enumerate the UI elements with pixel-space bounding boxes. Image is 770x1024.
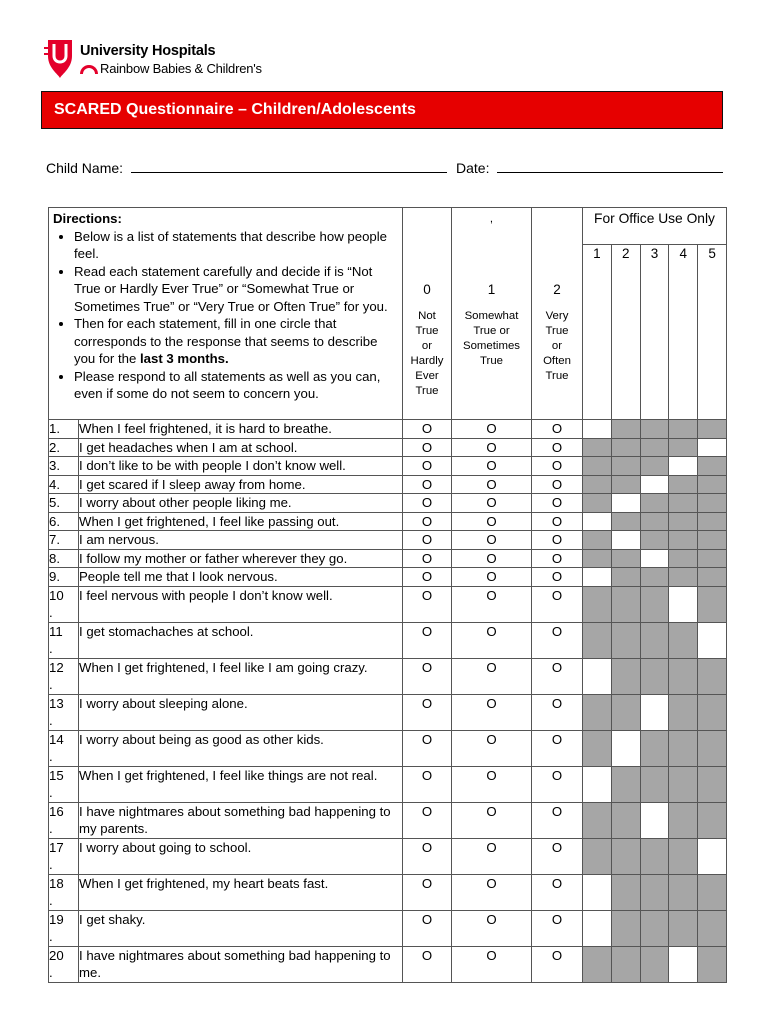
response-circle-2[interactable]: O — [532, 766, 583, 802]
office-cell-5 — [698, 658, 727, 694]
response-circle-2[interactable]: O — [532, 512, 583, 531]
office-use-title: For Office Use Only — [583, 208, 727, 245]
question-text: When I get frightened, I feel like I am going crazy. — [79, 658, 403, 694]
response-circle-0[interactable]: O — [403, 549, 452, 568]
response-label: True or — [473, 325, 510, 337]
child-name-field[interactable] — [131, 158, 447, 173]
question-row — [49, 766, 727, 802]
response-circle-0[interactable]: O — [403, 622, 452, 658]
office-cell-5 — [698, 457, 727, 476]
response-circle-1[interactable]: O — [452, 730, 532, 766]
response-circle-2[interactable]: O — [532, 910, 583, 946]
office-cell-5 — [698, 622, 727, 658]
question-number: 20 . — [49, 946, 79, 982]
office-cell-4 — [669, 512, 698, 531]
office-cell-3 — [640, 475, 669, 494]
question-number: 13 . — [49, 694, 79, 730]
response-label: Very — [545, 310, 569, 322]
office-cell-3 — [640, 438, 669, 457]
office-cell-1 — [583, 586, 612, 622]
office-cell-5 — [698, 438, 727, 457]
response-circle-0[interactable]: O — [403, 694, 452, 730]
directions-heading: Directions: — [53, 211, 122, 226]
question-number: 10 . — [49, 586, 79, 622]
response-label: Somewhat — [464, 310, 519, 322]
office-cell-2 — [611, 622, 640, 658]
question-number: 8. — [49, 549, 79, 568]
office-cell-2 — [611, 766, 640, 802]
direction-item: • Below is a list of statements that describe how people feel. — [74, 228, 398, 263]
office-cell-4 — [669, 658, 698, 694]
question-row — [49, 549, 727, 568]
office-cell-2 — [611, 568, 640, 587]
question-row — [49, 874, 727, 910]
response-value: 2 — [553, 282, 561, 297]
response-circle-2[interactable]: O — [532, 658, 583, 694]
office-cell-5 — [698, 946, 727, 982]
office-cell-4 — [669, 802, 698, 838]
office-cell-4 — [669, 457, 698, 476]
office-col-3: 3 — [640, 245, 669, 420]
response-label: True — [480, 355, 503, 367]
response-label: Not — [418, 310, 436, 322]
question-text: People tell me that I look nervous. — [79, 568, 403, 587]
question-text: I get shaky. — [79, 910, 403, 946]
question-text: When I get frightened, I feel like things are not real. — [79, 766, 403, 802]
office-cell-4 — [669, 946, 698, 982]
question-number: 6. — [49, 512, 79, 531]
office-cell-1 — [583, 549, 612, 568]
question-number: 2. — [49, 438, 79, 457]
response-circle-2[interactable]: O — [532, 494, 583, 513]
response-label: or — [551, 340, 563, 352]
office-cell-3 — [640, 910, 669, 946]
response-circle-2[interactable]: O — [532, 438, 583, 457]
response-circle-1[interactable]: O — [452, 494, 532, 513]
office-cell-4 — [669, 494, 698, 513]
question-number: 11 . — [49, 622, 79, 658]
question-text: I am nervous. — [79, 531, 403, 550]
question-row — [49, 910, 727, 946]
question-row — [49, 494, 727, 513]
office-cell-1 — [583, 694, 612, 730]
response-value: 0 — [423, 282, 431, 297]
office-cell-5 — [698, 838, 727, 874]
office-cell-4 — [669, 910, 698, 946]
date-label: Date: — [456, 160, 490, 176]
question-text: When I get frightened, I feel like passing out. — [79, 512, 403, 531]
office-cell-4 — [669, 622, 698, 658]
office-cell-3 — [640, 586, 669, 622]
response-circle-2[interactable]: O — [532, 730, 583, 766]
question-number: 19 . — [49, 910, 79, 946]
direction-item-text: Then for each statement, fill in one circle that corresponds to the response that seems to describe you for the — [74, 316, 378, 366]
office-cell-2 — [611, 475, 640, 494]
office-cell-2 — [611, 549, 640, 568]
response-circle-1[interactable]: O — [452, 766, 532, 802]
office-cell-2 — [611, 874, 640, 910]
response-circle-1[interactable]: O — [452, 910, 532, 946]
office-cell-3 — [640, 494, 669, 513]
response-header-top — [532, 208, 582, 218]
office-cell-4 — [669, 531, 698, 550]
response-label: Sometimes — [463, 340, 520, 352]
office-cell-2 — [611, 838, 640, 874]
office-cell-4 — [669, 730, 698, 766]
office-cell-1 — [583, 910, 612, 946]
office-cell-2 — [611, 438, 640, 457]
org-sub-label: Rainbow Babies & Children's — [100, 61, 262, 76]
response-label: True — [545, 370, 569, 382]
question-number: 3. — [49, 457, 79, 476]
office-cell-2 — [611, 658, 640, 694]
office-cell-2 — [611, 531, 640, 550]
office-cell-3 — [640, 946, 669, 982]
office-cell-1 — [583, 874, 612, 910]
question-row — [49, 420, 727, 439]
office-cell-4 — [669, 838, 698, 874]
directions-cell — [49, 208, 403, 420]
direction-bold-tail: last 3 months. — [139, 351, 229, 366]
office-cell-3 — [640, 420, 669, 439]
office-cell-5 — [698, 910, 727, 946]
response-header-top — [403, 208, 451, 218]
response-label: True — [415, 325, 439, 337]
response-circle-1[interactable]: O — [452, 457, 532, 476]
question-row — [49, 658, 727, 694]
response-circle-0[interactable]: O — [403, 946, 452, 982]
question-row — [49, 457, 727, 476]
direction-item — [74, 315, 398, 368]
form-title: SCARED Questionnaire – Children/Adolescents — [41, 91, 723, 129]
office-cell-1 — [583, 568, 612, 587]
office-col-1: 1 — [583, 245, 612, 420]
office-cell-1 — [583, 438, 612, 457]
response-circle-1[interactable]: O — [452, 802, 532, 838]
response-circle-0[interactable]: O — [403, 838, 452, 874]
response-circle-0[interactable]: O — [403, 438, 452, 457]
response-header-top: , — [489, 213, 494, 225]
office-cell-1 — [583, 457, 612, 476]
question-row — [49, 475, 727, 494]
office-cell-3 — [640, 874, 669, 910]
office-cell-4 — [669, 568, 698, 587]
question-number: 17 . — [49, 838, 79, 874]
office-cell-4 — [669, 420, 698, 439]
response-header-very-true — [532, 208, 583, 420]
office-cell-3 — [640, 694, 669, 730]
office-cell-2 — [611, 946, 640, 982]
org-name: University Hospitals — [80, 43, 216, 59]
question-row — [49, 694, 727, 730]
office-cell-2 — [611, 730, 640, 766]
org-sub — [80, 61, 262, 76]
office-cell-3 — [640, 838, 669, 874]
office-cell-4 — [669, 438, 698, 457]
office-cell-1 — [583, 475, 612, 494]
response-circle-0[interactable]: O — [403, 730, 452, 766]
response-circle-0[interactable]: O — [403, 494, 452, 513]
office-cell-3 — [640, 658, 669, 694]
office-cell-4 — [669, 874, 698, 910]
office-cell-5 — [698, 531, 727, 550]
office-cell-2 — [611, 586, 640, 622]
office-cell-3 — [640, 730, 669, 766]
question-row — [49, 586, 727, 622]
office-cell-4 — [669, 549, 698, 568]
office-cell-4 — [669, 475, 698, 494]
response-circle-0[interactable]: O — [403, 512, 452, 531]
question-text: I worry about sleeping alone. — [79, 694, 403, 730]
response-circle-0[interactable]: O — [403, 766, 452, 802]
response-circle-1[interactable]: O — [452, 438, 532, 457]
child-name-row — [46, 158, 447, 176]
question-text: I don’t like to be with people I don’t know well. — [79, 457, 403, 476]
question-row — [49, 838, 727, 874]
response-circle-2[interactable]: O — [532, 622, 583, 658]
question-row — [49, 531, 727, 550]
response-label: Hardly — [410, 355, 444, 367]
response-circle-1[interactable]: O — [452, 694, 532, 730]
office-cell-3 — [640, 512, 669, 531]
questionnaire-table — [48, 207, 727, 983]
response-circle-1[interactable]: O — [452, 622, 532, 658]
hospital-logo-icon — [44, 38, 76, 85]
question-row — [49, 730, 727, 766]
response-circle-2[interactable]: O — [532, 568, 583, 587]
office-cell-1 — [583, 802, 612, 838]
question-text: When I feel frightened, it is hard to breathe. — [79, 420, 403, 439]
office-cell-5 — [698, 549, 727, 568]
question-number: 1. — [49, 420, 79, 439]
response-circle-0[interactable]: O — [403, 874, 452, 910]
office-cell-5 — [698, 512, 727, 531]
office-cell-2 — [611, 494, 640, 513]
question-row — [49, 802, 727, 838]
office-cell-3 — [640, 766, 669, 802]
question-number: 14 . — [49, 730, 79, 766]
response-circle-2[interactable]: O — [532, 838, 583, 874]
question-number: 9. — [49, 568, 79, 587]
office-cell-1 — [583, 531, 612, 550]
response-header-somewhat-true — [452, 208, 532, 420]
office-cell-5 — [698, 730, 727, 766]
office-cell-1 — [583, 494, 612, 513]
direction-item: • Please respond to all statements as well as you can, even if some do not seem to concern you. — [74, 368, 398, 403]
office-col-2: 2 — [611, 245, 640, 420]
office-cell-4 — [669, 586, 698, 622]
question-text: I worry about being as good as other kids. — [79, 730, 403, 766]
office-cell-3 — [640, 457, 669, 476]
question-text: I feel nervous with people I don’t know well. — [79, 586, 403, 622]
child-name-label: Child Name: — [46, 160, 124, 176]
response-circle-0[interactable]: O — [403, 420, 452, 439]
response-circle-1[interactable]: O — [452, 658, 532, 694]
response-circle-1[interactable]: O — [452, 512, 532, 531]
response-circle-2[interactable]: O — [532, 874, 583, 910]
response-circle-0[interactable]: O — [403, 457, 452, 476]
rainbow-icon — [80, 65, 98, 74]
question-text: I have nightmares about something bad happening to me. — [79, 946, 403, 982]
response-circle-1[interactable]: O — [452, 874, 532, 910]
response-circle-0[interactable]: O — [403, 568, 452, 587]
response-circle-2[interactable]: O — [532, 457, 583, 476]
office-cell-2 — [611, 910, 640, 946]
office-cell-2 — [611, 694, 640, 730]
office-cell-1 — [583, 766, 612, 802]
office-cell-3 — [640, 531, 669, 550]
response-circle-2[interactable]: O — [532, 549, 583, 568]
office-cell-3 — [640, 568, 669, 587]
response-circle-2[interactable]: O — [532, 420, 583, 439]
office-cell-5 — [698, 766, 727, 802]
response-label: True — [545, 325, 569, 337]
office-cell-3 — [640, 549, 669, 568]
response-value: 1 — [487, 282, 496, 297]
office-col-4: 4 — [669, 245, 698, 420]
office-cell-5 — [698, 802, 727, 838]
response-circle-2[interactable]: O — [532, 694, 583, 730]
office-cell-5 — [698, 874, 727, 910]
response-circle-1[interactable]: O — [452, 420, 532, 439]
response-circle-2[interactable]: O — [532, 946, 583, 982]
office-cell-1 — [583, 946, 612, 982]
office-cell-4 — [669, 694, 698, 730]
response-header-not-true — [403, 208, 452, 420]
office-cell-5 — [698, 475, 727, 494]
question-number: 16 . — [49, 802, 79, 838]
response-circle-2[interactable]: O — [532, 531, 583, 550]
office-cell-2 — [611, 512, 640, 531]
office-cell-1 — [583, 622, 612, 658]
question-number: 4. — [49, 475, 79, 494]
question-text: When I get frightened, my heart beats fast. — [79, 874, 403, 910]
office-cell-5 — [698, 420, 727, 439]
question-row — [49, 438, 727, 457]
office-cell-1 — [583, 838, 612, 874]
office-cell-1 — [583, 512, 612, 531]
office-col-5: 5 — [698, 245, 727, 420]
office-cell-5 — [698, 694, 727, 730]
question-number: 12 . — [49, 658, 79, 694]
question-row — [49, 946, 727, 982]
office-cell-2 — [611, 802, 640, 838]
question-text: I have nightmares about something bad happening to my parents. — [79, 802, 403, 838]
response-circle-1[interactable]: O — [452, 475, 532, 494]
date-field[interactable] — [497, 158, 723, 173]
response-circle-2[interactable]: O — [532, 475, 583, 494]
response-circle-1[interactable]: O — [452, 946, 532, 982]
office-cell-4 — [669, 766, 698, 802]
office-cell-3 — [640, 622, 669, 658]
question-text: I get headaches when I am at school. — [79, 438, 403, 457]
response-circle-0[interactable]: O — [403, 531, 452, 550]
office-cell-2 — [611, 420, 640, 439]
response-label: or — [421, 340, 433, 352]
question-text: I follow my mother or father wherever they go. — [79, 549, 403, 568]
question-text: I get stomachaches at school. — [79, 622, 403, 658]
office-cell-5 — [698, 568, 727, 587]
response-circle-1[interactable]: O — [452, 586, 532, 622]
response-circle-0[interactable]: O — [403, 802, 452, 838]
response-circle-0[interactable]: O — [403, 910, 452, 946]
response-circle-1[interactable]: O — [452, 549, 532, 568]
question-number: 15 . — [49, 766, 79, 802]
office-cell-1 — [583, 730, 612, 766]
response-circle-0[interactable]: O — [403, 586, 452, 622]
question-row — [49, 568, 727, 587]
response-circle-1[interactable]: O — [452, 838, 532, 874]
question-text: I get scared if I sleep away from home. — [79, 475, 403, 494]
question-row — [49, 622, 727, 658]
question-text: I worry about going to school. — [79, 838, 403, 874]
response-label: True — [415, 385, 439, 397]
office-cell-3 — [640, 802, 669, 838]
direction-item: • Read each statement carefully and decide if is “Not True or Hardly Ever True” or “Somewhat True or Sometimes True” or “Very True or Often True” for you. — [74, 263, 398, 316]
office-cell-2 — [611, 457, 640, 476]
response-circle-1[interactable]: O — [452, 568, 532, 587]
office-cell-1 — [583, 658, 612, 694]
response-circle-1[interactable]: O — [452, 531, 532, 550]
question-row — [49, 512, 727, 531]
response-circle-2[interactable]: O — [532, 586, 583, 622]
office-cell-5 — [698, 586, 727, 622]
response-circle-0[interactable]: O — [403, 658, 452, 694]
response-label: Often — [543, 355, 571, 367]
response-circle-0[interactable]: O — [403, 475, 452, 494]
response-label: Ever — [415, 370, 439, 382]
question-number: 5. — [49, 494, 79, 513]
question-text: I worry about other people liking me. — [79, 494, 403, 513]
question-number: 18 . — [49, 874, 79, 910]
question-number: 7. — [49, 531, 79, 550]
response-circle-2[interactable]: O — [532, 802, 583, 838]
date-row — [456, 158, 723, 176]
office-cell-5 — [698, 494, 727, 513]
office-cell-1 — [583, 420, 612, 439]
